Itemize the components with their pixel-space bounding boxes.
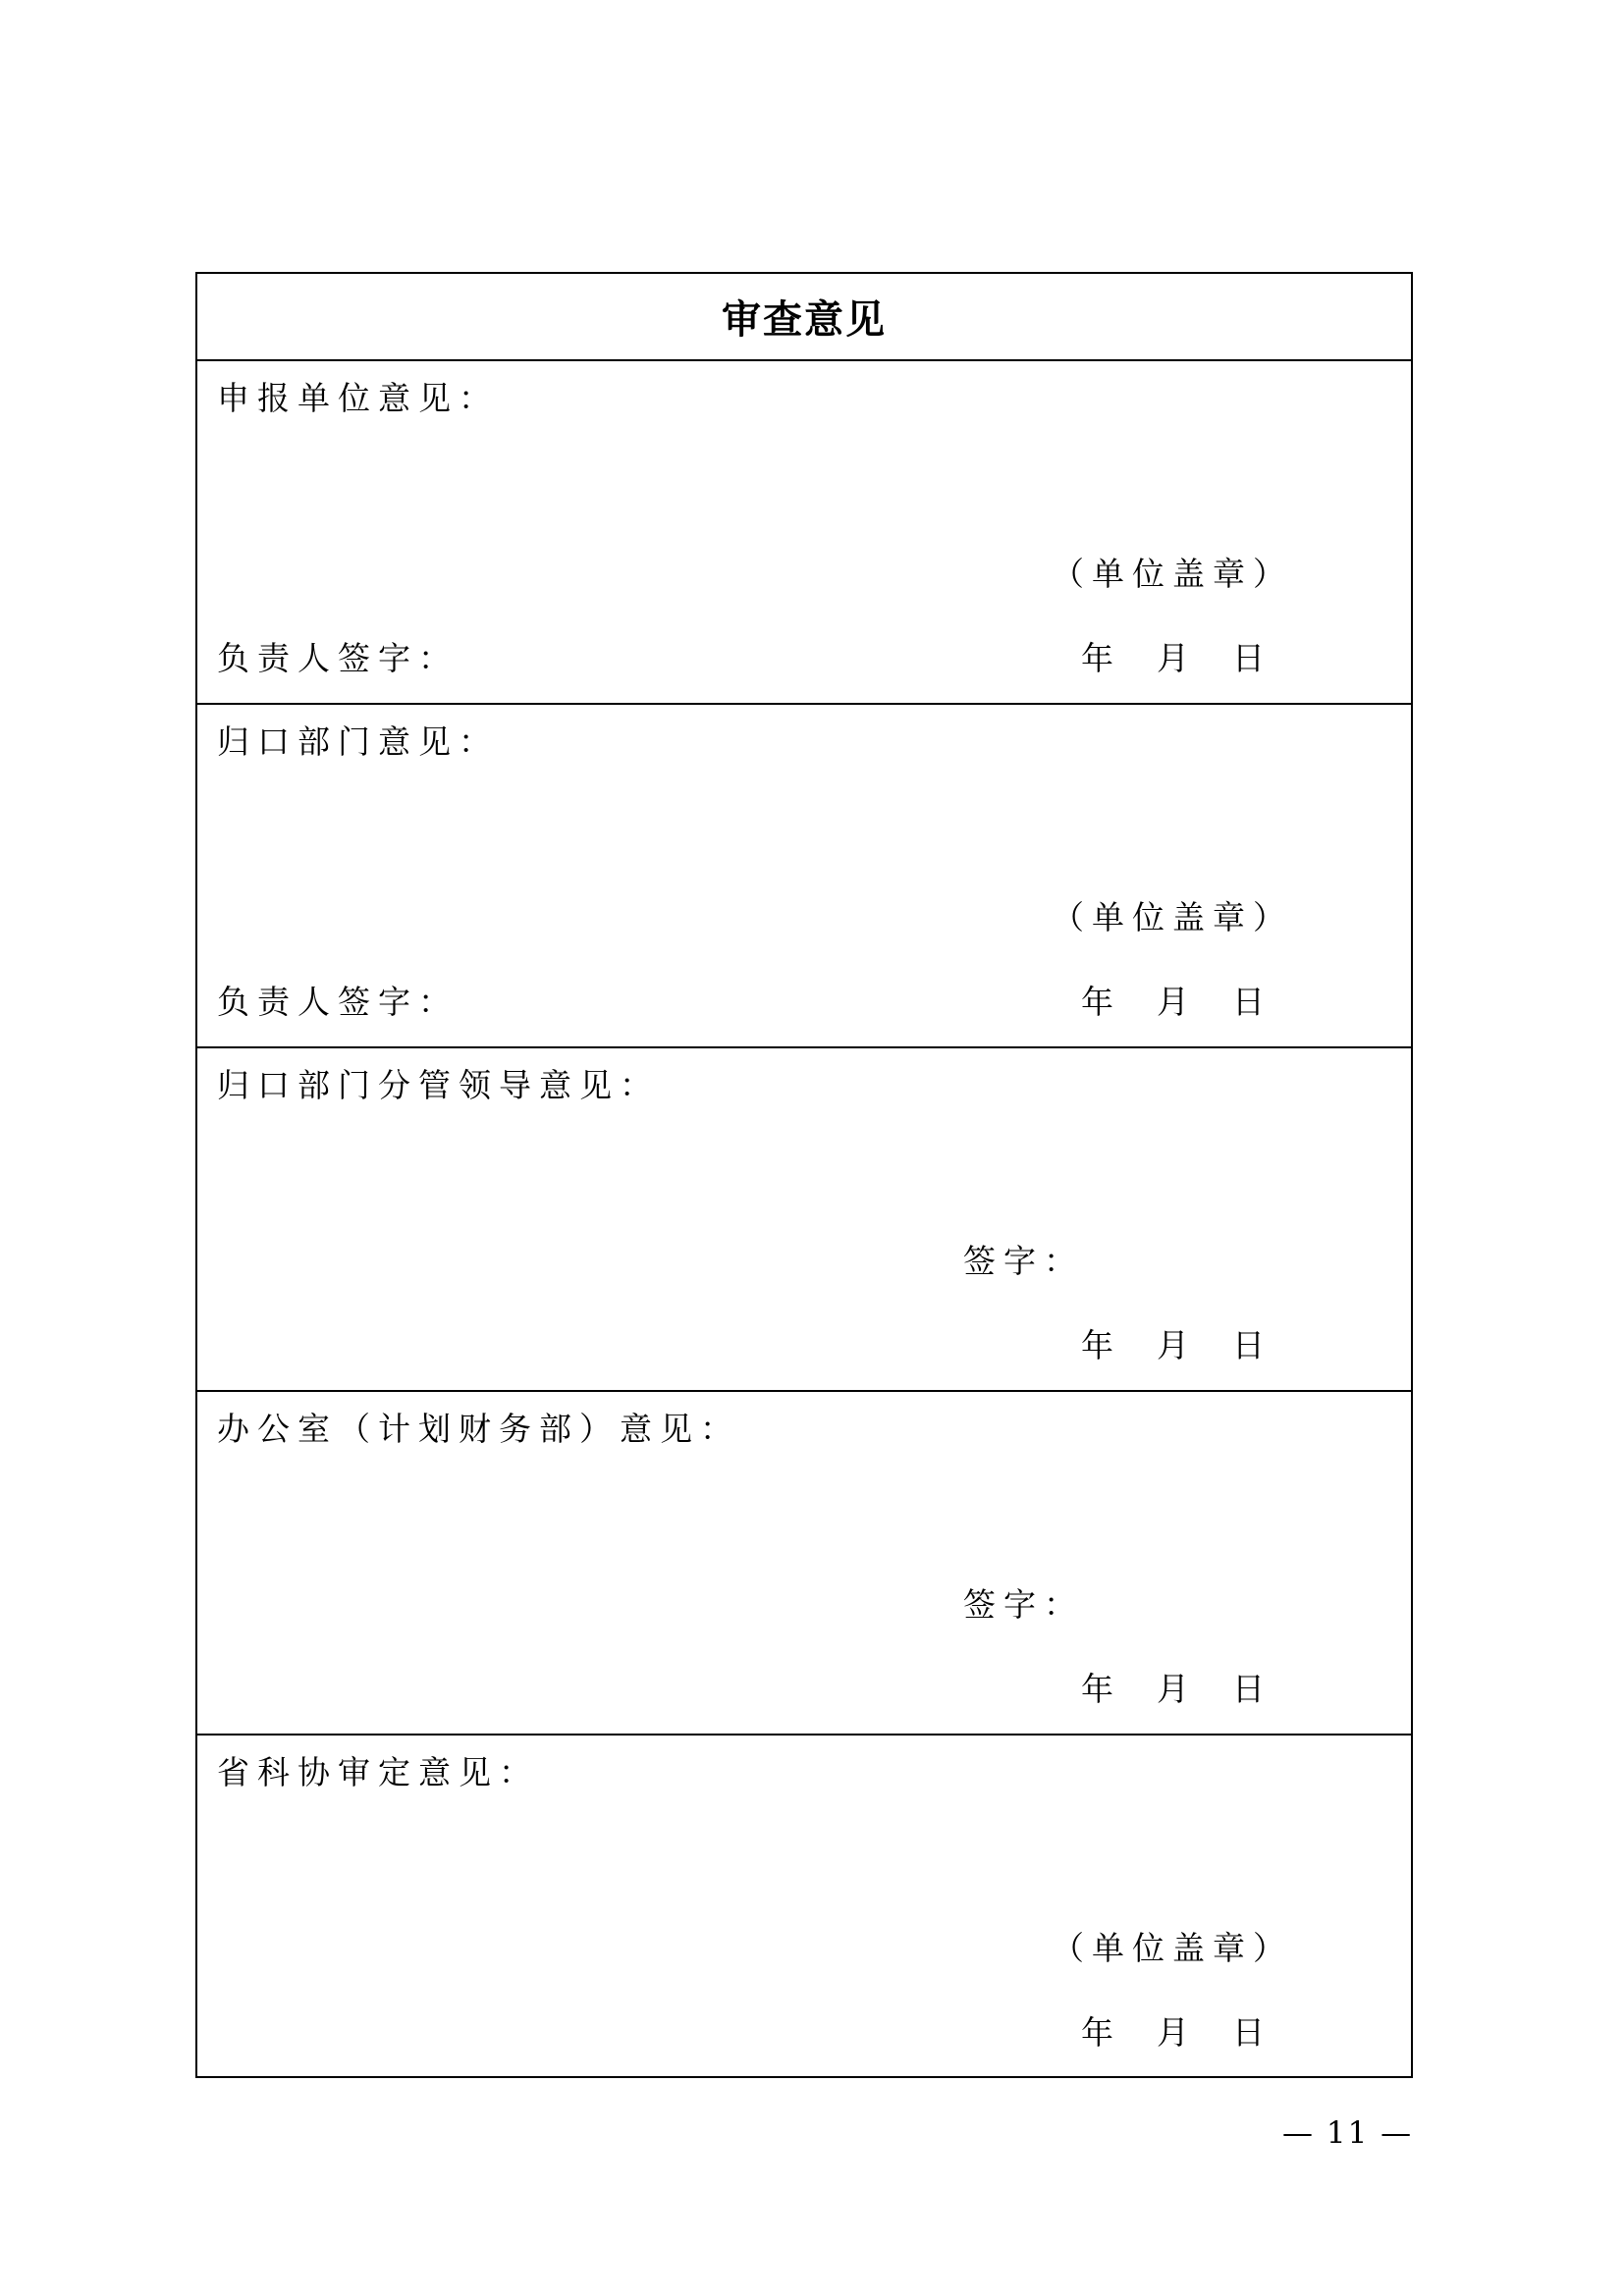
- section-provincial-association: [197, 1735, 1411, 2079]
- unit-seal-label: （单位盖章）: [1052, 555, 1293, 593]
- day-label: 日: [1232, 2013, 1265, 2052]
- date-line: [1081, 983, 1265, 1022]
- year-label: 年: [1081, 1326, 1113, 1364]
- page-number: — 11 —: [1282, 2115, 1414, 2151]
- section-heading: 申报单位意见：: [217, 379, 499, 417]
- year-label: 年: [1081, 2013, 1113, 2052]
- signature-label: 签字：: [963, 1585, 1084, 1624]
- signature-label: 负责人签字：: [217, 639, 459, 677]
- month-label: 月: [1157, 2013, 1189, 2052]
- section-heading: 归口部门分管领导意见：: [217, 1066, 660, 1104]
- section-heading: 办公室（计划财务部）意见：: [217, 1410, 740, 1448]
- year-label: 年: [1081, 639, 1113, 677]
- unit-seal-label: （单位盖章）: [1052, 898, 1293, 936]
- table-title: 审查意见: [722, 297, 887, 343]
- unit-seal-label: （单位盖章）: [1052, 1929, 1293, 1967]
- section-heading: 省科协审定意见：: [217, 1753, 539, 1791]
- signature-label: 签字：: [963, 1242, 1084, 1280]
- signature-label: 负责人签字：: [217, 983, 459, 1021]
- month-label: 月: [1157, 1670, 1189, 1708]
- section-department-leader: [197, 1048, 1411, 1392]
- section-applicant-unit: [197, 361, 1411, 705]
- year-label: 年: [1081, 1670, 1113, 1708]
- month-label: 月: [1157, 1326, 1189, 1364]
- date-line: [1081, 639, 1265, 678]
- day-label: 日: [1232, 639, 1265, 677]
- date-line: [1081, 2013, 1265, 2053]
- day-label: 日: [1232, 1326, 1265, 1364]
- table-title-row: [197, 274, 1411, 361]
- date-line: [1081, 1670, 1265, 1709]
- date-line: [1081, 1326, 1265, 1365]
- section-heading: 归口部门意见：: [217, 722, 499, 761]
- section-responsible-department: [197, 705, 1411, 1048]
- review-opinion-table: [195, 272, 1413, 2078]
- day-label: 日: [1232, 983, 1265, 1021]
- year-label: 年: [1081, 983, 1113, 1021]
- day-label: 日: [1232, 1670, 1265, 1708]
- section-office-finance: [197, 1392, 1411, 1735]
- month-label: 月: [1157, 639, 1189, 677]
- month-label: 月: [1157, 983, 1189, 1021]
